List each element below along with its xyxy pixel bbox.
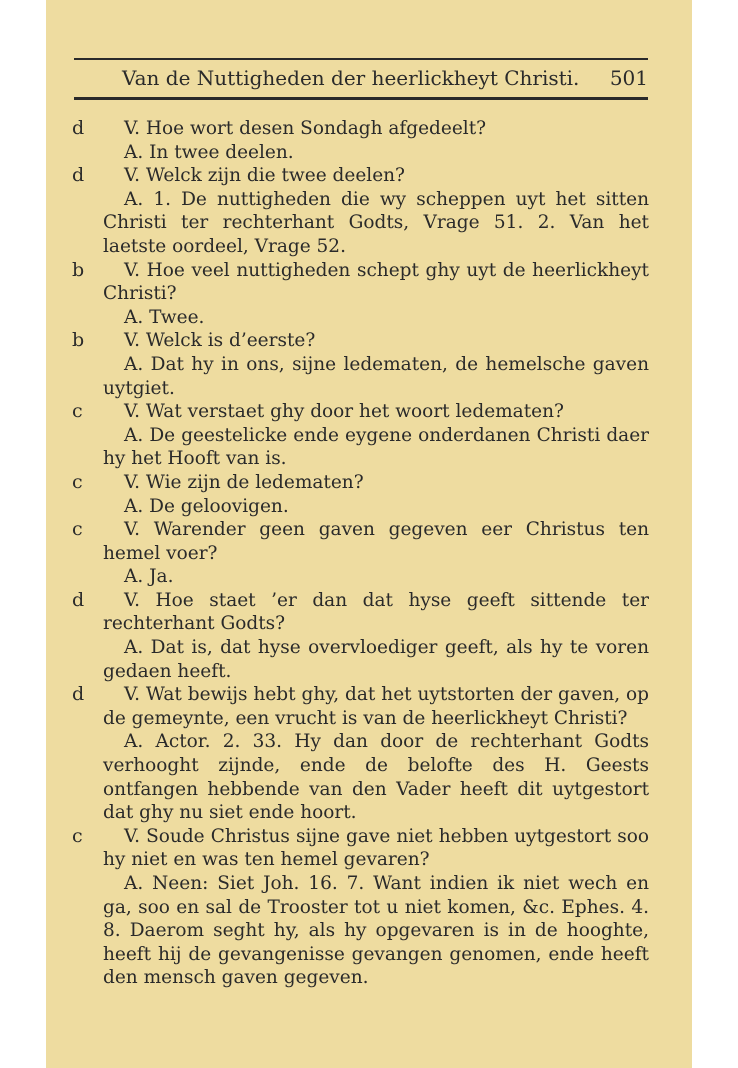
entry-text: V. Welck zijn die twee deelen? — [124, 165, 405, 187]
entry-text: A. Actor. 2. 33. Hy dan door de rechterhant Godts verhooght zijnde, ende de belofte des H. Geests ontfangen hebbende van den Vader heeft dit uytgestort dat ghy nu siet ende hoort. — [103, 731, 649, 824]
margin-marker: b — [72, 258, 85, 281]
answer-entry — [0, 872, 738, 990]
margin-marker: c — [72, 824, 83, 847]
entry-text: V. Wat bewijs hebt ghy, dat het uytstorten der gaven, op de gemeynte, een vrucht is van de heerlickheyt Christi? — [103, 684, 649, 729]
margin-marker: c — [72, 518, 83, 541]
entry-text: A. De geloovigen. — [124, 495, 289, 517]
question-entry — [0, 683, 738, 730]
answer-entry — [0, 495, 738, 519]
margin-marker: d — [72, 117, 85, 139]
margin-marker: c — [72, 470, 83, 493]
margin-marker: b — [72, 329, 85, 352]
entry-text: V. Warender geen gaven gegeven eer Christus ten hemel voer? — [103, 519, 649, 564]
entry-text: V. Wie zijn de ledematen? — [124, 471, 364, 493]
text-body — [0, 117, 738, 990]
answer-entry — [0, 141, 738, 165]
entry-text: V. Welck is d’eerste? — [124, 330, 316, 352]
entry-text: V. Wat verstaet ghy door het woort ledematen? — [124, 401, 564, 423]
question-entry — [0, 164, 738, 188]
running-title: Van de Nuttigheden der heerlickheyt Christi. — [122, 66, 580, 90]
answer-entry — [0, 636, 738, 683]
entry-text: A. Twee. — [124, 306, 205, 328]
entry-text: A. Neen: Siet Joh. 16. 7. Want indien ik niet wech en ga, soo en sal de Trooster tot u niet komen, &c. Ephes. 4. 8. Daerom seght hy, als hy opgevaren is in de hooghte, heeft hij de gevangenisse gevangen genomen, ende heeft den mensch gaven gegeven. — [103, 873, 649, 989]
entry-text: V. Hoe staet ’er dan dat hyse geeft sittende ter rechterhant Godts? — [103, 589, 649, 635]
question-entry — [0, 589, 738, 636]
margin-marker: d — [72, 588, 85, 611]
question-entry — [0, 117, 738, 141]
margin-marker: d — [72, 683, 85, 706]
question-entry — [0, 825, 738, 872]
page-number: 501 — [609, 66, 648, 90]
question-entry — [0, 518, 738, 565]
entry-text: A. De geestelicke ende eygene onderdanen Christi daer hy het Hooft van is. — [103, 424, 649, 470]
entry-text: V. Soude Christus sijne gave niet hebben uytgestort soo hy niet en was ten hemel gevaren? — [103, 825, 649, 871]
question-entry — [0, 471, 738, 495]
entry-text: A. Dat is, dat hyse overvloediger geeft, als hy te voren gedaen heeft. — [103, 637, 649, 682]
answer-entry — [0, 565, 738, 589]
header-rule-bottom — [74, 97, 648, 100]
answer-entry — [0, 424, 738, 471]
entry-text: V. Hoe veel nuttigheden schept ghy uyt de heerlickheyt Christi? — [103, 259, 649, 305]
entry-text: V. Hoe wort desen Sondagh afgedeelt? — [124, 118, 487, 139]
question-entry — [0, 400, 738, 424]
entry-text: A. Dat hy in ons, sijne ledematen, de hemelsche gaven uytgiet. — [103, 353, 649, 399]
answer-entry — [0, 353, 738, 400]
answer-entry — [0, 730, 738, 824]
margin-marker: c — [72, 400, 83, 423]
entry-text: A. 1. De nuttigheden die wy scheppen uyt het sitten Christi ter rechterhant Godts, Vrage 51. 2. Van het laetste oordeel, Vrage 52. — [103, 188, 649, 257]
header-rule-top — [74, 58, 648, 60]
entry-text: A. In twee deelen. — [124, 141, 294, 163]
answer-entry — [0, 306, 738, 330]
question-entry — [0, 259, 738, 306]
margin-marker: d — [72, 164, 85, 187]
answer-entry — [0, 188, 738, 259]
question-entry — [0, 329, 738, 353]
entry-text: A. Ja. — [124, 566, 174, 588]
